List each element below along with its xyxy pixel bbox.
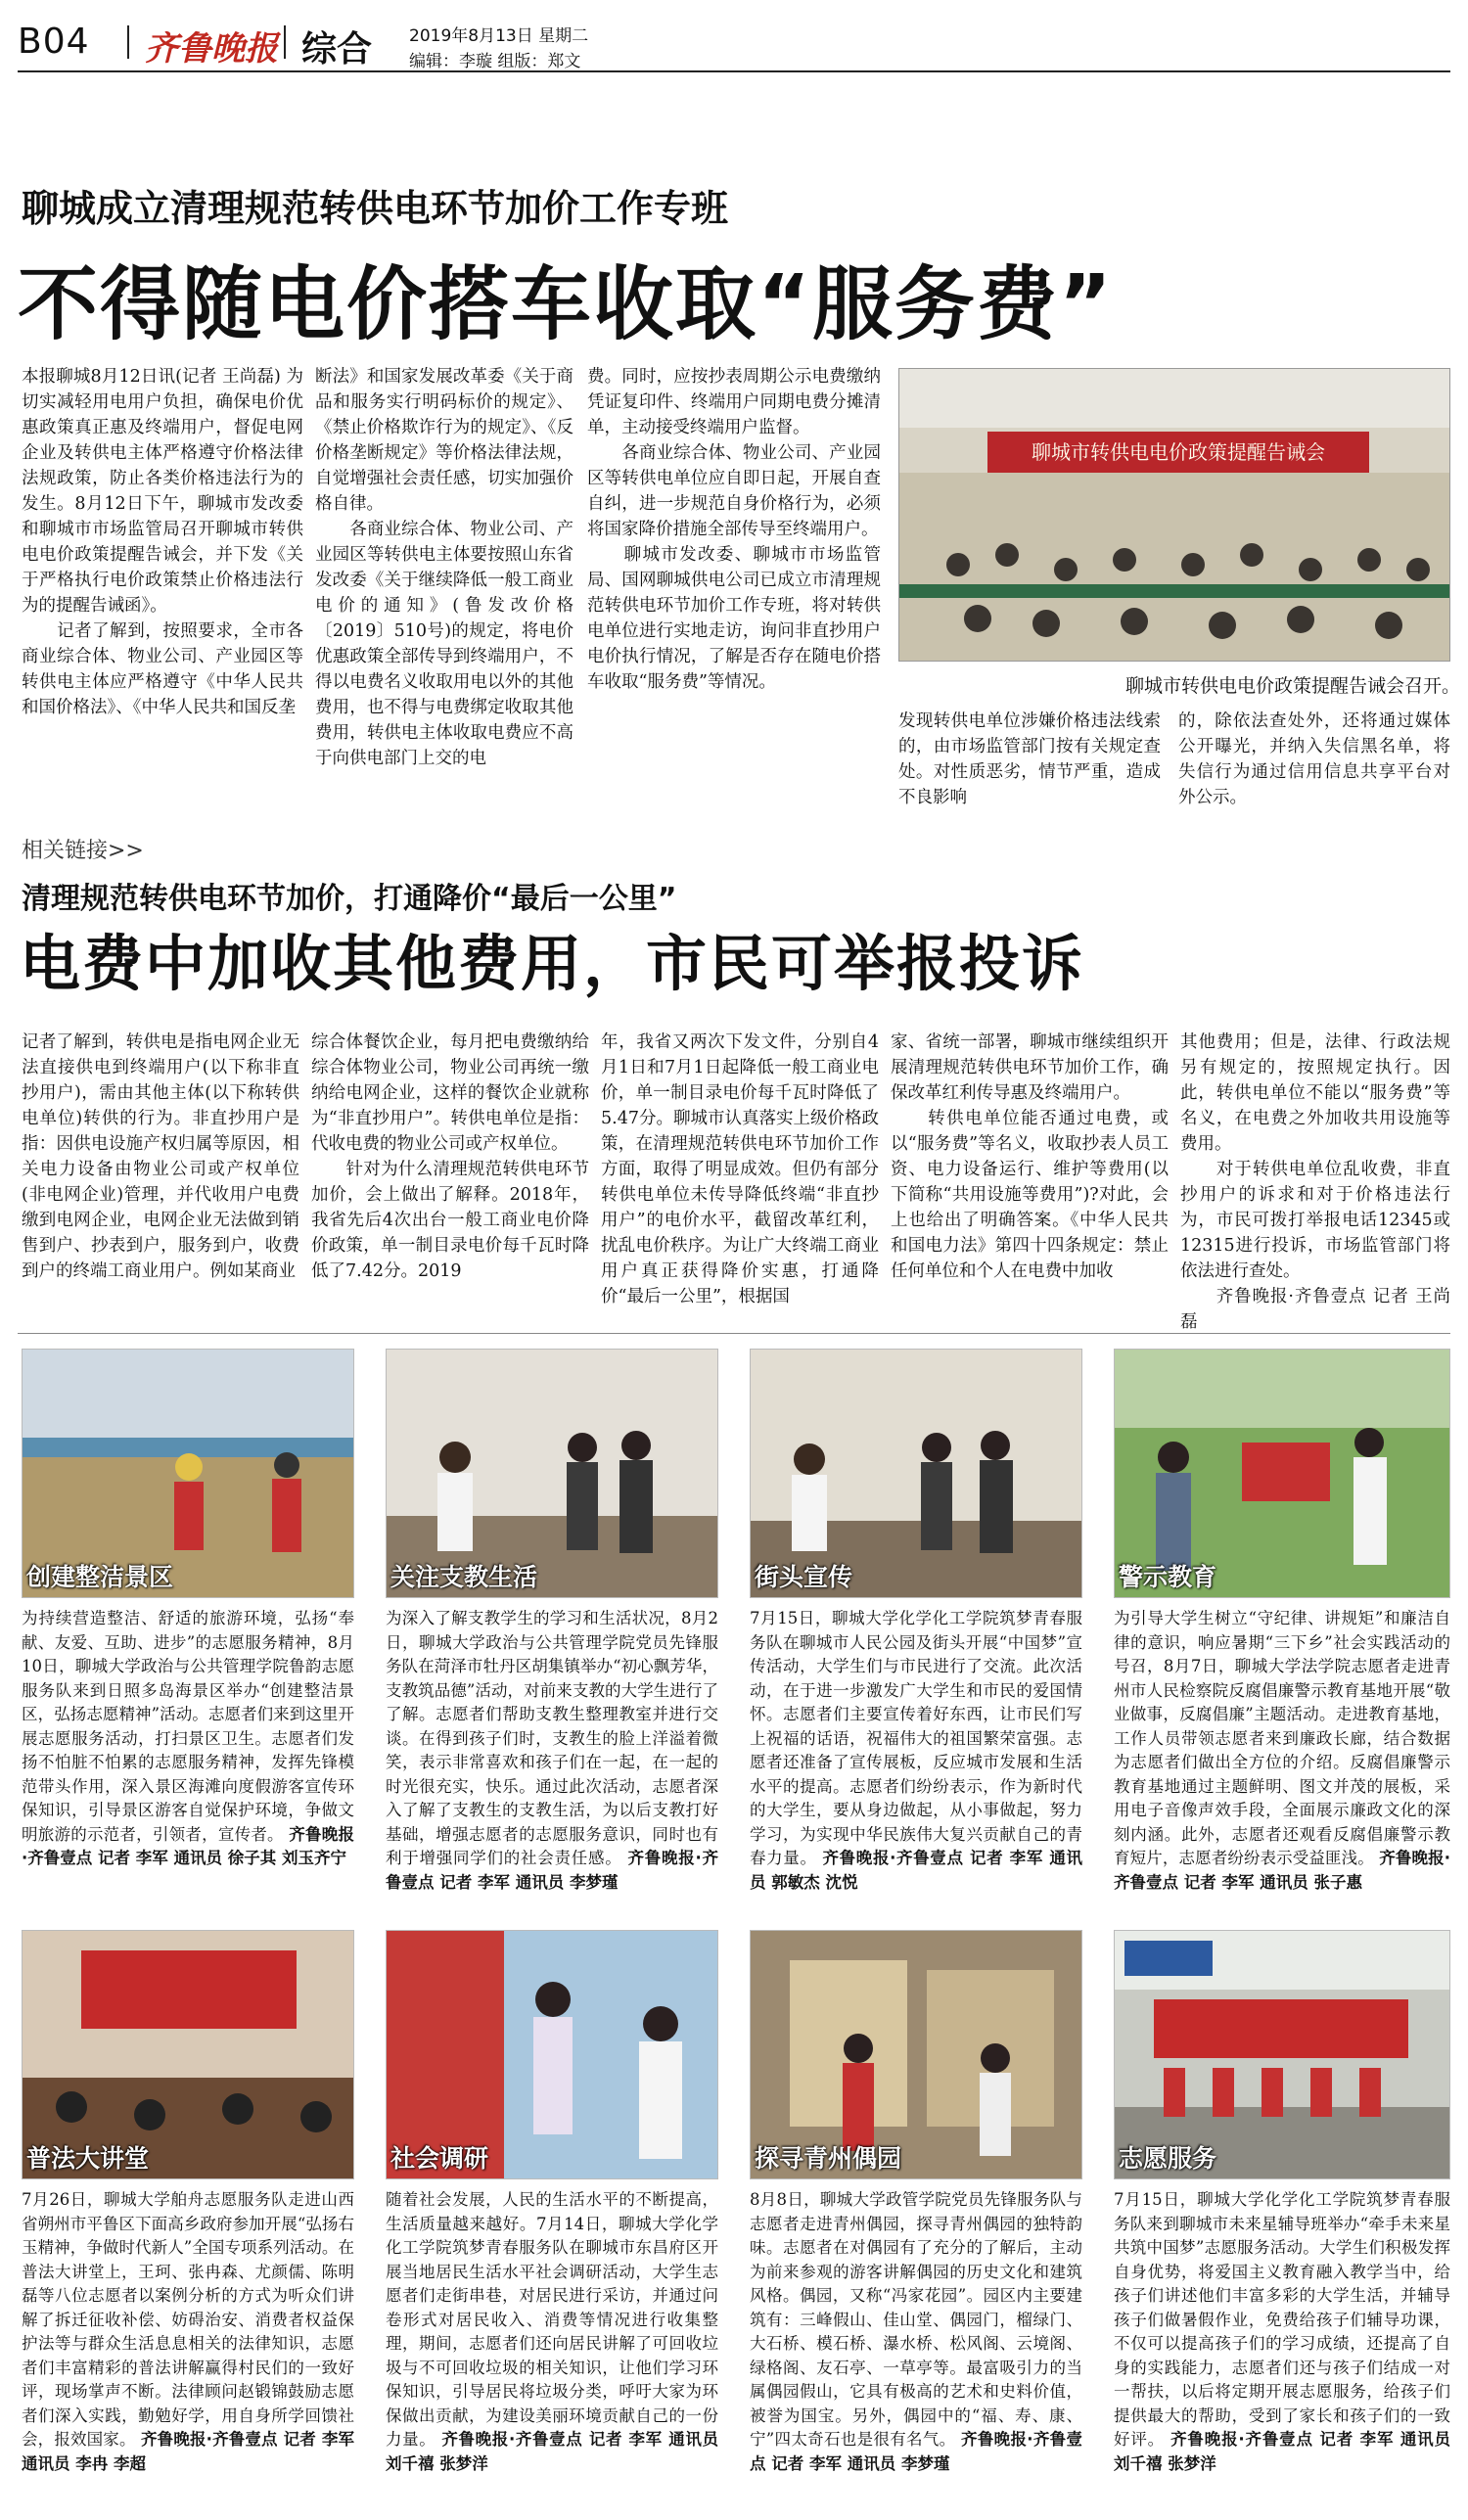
card-text-1 — [22, 1607, 354, 1871]
card-tag: 街头宣传 — [755, 1563, 853, 1591]
lead-headline: 不得随电价搭车收取“服务费” — [18, 258, 1114, 351]
editor-credits: 编辑：李璇 组版：郑文 — [409, 52, 581, 71]
issue-date: 2019年8月13日 星期二 — [409, 26, 589, 46]
card-photo-5 — [22, 1930, 354, 2179]
card-body: 7月26日，聊城大学舶舟志愿服务队走进山西省朔州市平鲁区下面高乡政府参加开展“弘扬右玉精神，争做时代新人”全国专项系列活动。在普法大讲堂上，王珂、张冉森、尤颜儒、陈明磊等八位志愿者以案例分析的方式为听众们讲解了拆迁征收补偿、妨碍治安、消费者权益保护法等与群众生活息息相关的法律知识，志愿者们丰富精彩的普法讲解赢得村民们的一致好评，现场掌声不断。法律顾问赵锻锦鼓励志愿者们深入实践，勤勉好学，用自身所学回馈社会，报效国家。 — [22, 2190, 354, 2449]
card-byline: 齐鲁晚报·齐鲁壹点 记者 李军 通讯员 李梦瑾 — [386, 1849, 718, 1892]
card-tag: 警示教育 — [1119, 1563, 1217, 1591]
page-header — [18, 14, 1450, 72]
newspaper-logo: 齐鲁晚报 — [145, 29, 278, 69]
card-tag: 关注支教生活 — [390, 1563, 538, 1591]
related-headline: 电费中加收其他费用，市民可举报投诉 — [20, 928, 1085, 999]
section-name: 综合 — [301, 29, 373, 69]
card-photo-4 — [1114, 1349, 1450, 1598]
card-text-8 — [1114, 2188, 1450, 2476]
card-photo-2 — [386, 1349, 718, 1598]
card-tag: 社会调研 — [390, 2144, 489, 2173]
card-body: 随着社会发展，人民的生活水平的不断提高，生活质量越来越好。7月14日，聊城大学化学化工学院筑梦青春服务队在聊城市东昌府区开展当地居民生活水平社会调研活动，大学生志愿者们走街串巷，对居民进行采访，并通过问卷形式对居民收入、消费等情况进行收集整理，期间，志愿者们还向居民讲解了可回收垃圾与不可回收垃圾的相关知识，让他们学习环保知识，引导居民将垃圾分类，呼吁大家为环保做出贡献，为建设美丽环境贡献自己的一份力量。 — [386, 2190, 718, 2449]
related-links-label: 相关链接>> — [22, 839, 144, 863]
card-body: 8月8日，聊城大学政管学院党员先锋服务队与志愿者走进青州偶园，探寻青州偶园的独特韵味。志愿者在对偶园有了充分的了解后，主动为前来参观的游客讲解偶园的历史文化和建筑风格。偶园，又称“冯家花园”。园区内主要建筑有：三峰假山、佳山堂、偶园门，榴绿门、大石桥、模石桥、瀑水桥、松风阁、云境阁、绿格阁、友石亭、一草亭等。最富吸引力的当属偶园假山，它具有极高的艺术和史料价值，被誉为国宝。另外，偶园中的“福、寿、康、宁”四太奇石也是很有名气。 — [750, 2190, 1082, 2449]
lead-kicker: 聊城成立清理规范转供电环节加价工作专班 — [22, 187, 729, 230]
header-divider — [127, 25, 129, 59]
card-byline: 齐鲁晚报·齐鲁壹点 记者 李军 通讯员 刘千禧 张梦洋 — [1114, 2430, 1450, 2473]
lead-column-4: 发现转供电单位涉嫌价格违法线索的，由市场监管部门按有关规定查处。对性质恶劣，情节严重，造成不良影响 — [898, 711, 1161, 807]
header-divider — [284, 25, 286, 59]
card-photo-7 — [750, 1930, 1082, 2179]
card-byline: 齐鲁晚报·齐鲁壹点 记者 李军 通讯员 张子惠 — [1114, 1849, 1451, 1892]
lead-column-2: 断法》和国家发展改革委《关于商品和服务实行明码标价的规定》、《禁止价格欺诈行为的规定》、《反价格垄断规定》等价格法律法规，自觉增强社会责任感，切实加强价格自律。 各商业综合体、物业公司、产业园区等转供电主体要按照山东省发改委《关于继续降低一般工商业电价的通知》(鲁发改价格〔2019〕510号)的规定，将电价优惠政策全部传导到终端用户，不得以电费名义收取用电以外的其他费用，也不得与电费绑定收取其他费用，转供电主体收取电费应不高于向供电部门上交的电 — [315, 367, 573, 768]
card-text-2 — [386, 1607, 718, 1895]
card-byline: 齐鲁晚报·齐鲁壹点 记者 李军 通讯员 郭敏杰 沈悦 — [750, 1849, 1083, 1892]
related-column-5: 其他费用；但是，法律、行政法规另有规定的，按照规定执行。因此，转供电单位不能以“服务费”等名义，在电费之外加收共用设施等费用。 对于转供电单位乱收费，非直抄用户的诉求和对于价格违法行为，市民可拨打举报电话12345或12315进行投诉，市场监管部门将依法进行查处。 齐鲁晚报·齐鲁壹点 记者 王尚磊 — [1180, 1032, 1450, 1332]
related-kicker: 清理规范转供电环节加价，打通降价“最后一公里” — [22, 882, 677, 916]
card-tag: 创建整洁景区 — [26, 1563, 174, 1591]
related-column-3: 年，我省又两次下发文件，分别自4月1日和7月1日起降低一般工商业电价，单一制目录电价每千瓦时降低了5.47分。聊城市认真落实上级价格政策，在清理规范转供电环节加价工作方面，取得了明显成效。但仍有部分转供电单位未传导降低终端“非直抄用户”的电价水平，截留改革红利，扰乱电价秩序。为让广大终端工商业用户真正获得降价实惠，打通降价“最后一公里”，根据国 — [601, 1032, 879, 1306]
meeting-banner-text: 聊城市转供电电价政策提醒告诫会 — [1032, 440, 1325, 464]
card-photo-8 — [1114, 1930, 1450, 2179]
card-text-4 — [1114, 1607, 1450, 1895]
card-photo-1 — [22, 1349, 354, 1598]
card-body: 为引导大学生树立“守纪律、讲规矩”和廉洁自律的意识，响应暑期“三下乡”社会实践活动的号召，8月7日，聊城大学法学院志愿者走进青州市人民检察院反腐倡廉警示教育基地开展“敬业做事，反腐倡廉”主题活动。走进教育基地，工作人员带领志愿者来到廉政长廊，结合数据为志愿者们做出全方位的介绍。反腐倡廉警示教育基地通过主题鲜明、图文并茂的展板，采用电子音像声效手段，全面展示廉政文化的深刻内涵。此外，志愿者还观看反腐倡廉警示教育短片，志愿者纷纷表示受益匪浅。 — [1114, 1609, 1450, 1867]
card-text-5 — [22, 2188, 354, 2476]
lead-column-3: 费。同时，应按抄表周期公示电费缴纳凭证复印件、终端用户同期电费分摊清单，主动接受终端用户监督。 各商业综合体、物业公司、产业园区等转供电单位应自即日起，开展自查自纠，进一步规范自身价格行为，必须将国家降价措施全部传导至终端用户。 聊城市发改委、聊城市市场监管局、国网聊城供电公司已成立市清理规范转供电环节加价工作专班，将对转供电单位进行实地走访，询问非直抄用户电价执行情况，了解是否存在随电价搭车收取“服务费”等情况。 — [587, 367, 881, 692]
card-byline: 齐鲁晚报·齐鲁壹点 记者 李军 通讯员 李梦瑾 — [750, 2430, 1082, 2473]
lead-column-5: 的，除依法查处外，还将通过媒体公开曝光，并纳入失信黑名单，将失信行为通过信用信息共享平台对外公示。 — [1178, 711, 1450, 807]
card-body: 为持续营造整洁、舒适的旅游环境，弘扬“奉献、友爱、互助、进步”的志愿服务精神，8月10日，聊城大学政治与公共管理学院鲁韵志愿服务队来到日照多岛海景区举办“创建整洁景区，弘扬志愿精神”活动。志愿者们来到这里开展志愿服务活动，打扫景区卫生。志愿者们发扬不怕脏不怕累的志愿服务精神，发挥先锋模范带头作用，深入景区海滩向度假游客宣传环保知识，引导景区游客自觉保护环境，争做文明旅游的示范者，引领者，宣传者。 — [22, 1609, 354, 1844]
lead-column-1: 本报聊城8月12日讯(记者 王尚磊) 为切实减轻用电用户负担，确保电价优惠政策真正惠及终端用户，督促电网企业及转供电主体严格遵守价格法律法规政策，防止各类价格违法行为的发生。8月12日下午，聊城市发改委和聊城市市场监管局召开聊城市转供电电价政策提醒告诫会，并下发《关于严格执行电价政策禁止价格违法行为的提醒告诫函》。 记者了解到，按照要求，全市各商业综合体、物业公司、产业园区等转供电主体应严格遵守《中华人民共和国价格法》、《中华人民共和国反垄 — [22, 367, 303, 717]
related-column-2: 综合体餐饮企业，每月把电费缴纳给综合体物业公司，物业公司再统一缴纳给电网企业，这样的餐饮企业就称为“非直抄用户”。转供电单位是指：代收电费的物业公司或产权单位。 针对为什么清理规范转供电环节加价，会上做出了解释。2018年，我省先后4次出台一般工商业电价降价政策，单一制目录电价每千瓦时降低了7.42分。2019 — [311, 1032, 589, 1281]
card-tag: 志愿服务 — [1119, 2144, 1217, 2173]
card-tag: 普法大讲堂 — [26, 2144, 150, 2173]
card-body: 为深入了解支教学生的学习和生活状况，8月2日，聊城大学政治与公共管理学院党员先锋服务队在菏泽市牡丹区胡集镇举办“初心飘芳华，支教筑品德”活动，对前来支教的大学生进行了了解。志愿者们帮助支教生整理教室并进行交谈。在得到孩子们时，支教生的脸上洋溢着微笑，表示非常喜欢和孩子们在一起，在一起的时光很充实，快乐。通过此次活动，志愿者深入了解了支教生的支教生活，为以后支教打好基础，增强志愿者的志愿服务意识，同时也有利于增强同学们的社会责任感。 — [386, 1609, 718, 1867]
related-column-4: 家、省统一部署，聊城市继续组织开展清理规范转供电环节加价工作，确保改革红利传导惠及终端用户。 转供电单位能否通过电费，或以“服务费”等名义，收取抄表人员工资、电力设备运行、维护等费用(以下简称“共用设施等费用”)?对此，会上也给出了明确答案。《中华人民共和国电力法》第四十四条规定：禁止任何单位和个人在电费中加收 — [891, 1032, 1169, 1281]
card-tag: 探寻青州偶园 — [755, 2144, 902, 2173]
section-divider — [18, 1333, 1450, 1334]
card-body: 7月15日，聊城大学化学化工学院筑梦青春服务队在聊城市人民公园及街头开展“中国梦”宣传活动，大学生们与市民进行了交流。此次活动，在于进一步激发广大学生和市民的爱国情怀。志愿者们主要宣传着好东西，让市民们写上祝福的话语，祝福伟大的祖国繁荣富强。志愿者还准备了宣传展板，反应城市发展和生活水平的提高。志愿者们纷纷表示，作为新时代的大学生，要从身边做起，从小事做起，努力学习，为实现中华民族伟大复兴贡献自己的青春力量。 — [750, 1609, 1082, 1867]
card-byline: 齐鲁晚报·齐鲁壹点 记者 李军 通讯员 李冉 李超 — [22, 2430, 354, 2473]
meeting-photo-caption: 聊城市转供电电价政策提醒告诫会召开。 — [1125, 675, 1461, 697]
card-byline: 齐鲁晚报·齐鲁壹点 记者 李军 通讯员 徐子其 刘玉齐宁 — [22, 1824, 355, 1867]
card-photo-3 — [750, 1349, 1082, 1598]
related-column-1: 记者了解到，转供电是指电网企业无法直接供电到终端用户(以下称非直抄用户)，需由其他主体(以下称转供电单位)转供的行为。非直抄用户是指：因供电设施产权归属等原因，相关电力设备由物业公司或产权单位(非电网企业)管理，并代收用户电费缴到电网企业，电网企业无法做到销售到户、抄表到户，服务到户，收费到户的终端工商业用户。例如某商业 — [22, 1032, 299, 1281]
page-number: B04 — [18, 22, 90, 62]
card-text-7 — [750, 2188, 1082, 2476]
card-text-6 — [386, 2188, 718, 2476]
card-body: 7月15日，聊城大学化学化工学院筑梦青春服务队来到聊城市未来星辅导班举办“牵手未来星 共筑中国梦”志愿服务活动。大学生们积极发挥自身优势，将爱国主义教育融入教学当中，给孩子们讲述他们丰富多彩的大学生活，并辅导孩子们做暑假作业，免费给孩子们辅导功课，不仅可以提高孩子们的学习成绩，还提高了自身的实践能力，志愿者们还与孩子们结成一对一帮扶，以后将定期开展志愿服务，给孩子们提供最大的帮助，受到了家长和孩子们的一致好评。 — [1114, 2190, 1450, 2449]
meeting-photo — [898, 368, 1450, 662]
card-photo-6 — [386, 1930, 718, 2179]
card-text-3 — [750, 1607, 1082, 1895]
card-byline: 齐鲁晚报·齐鲁壹点 记者 李军 通讯员 刘千禧 张梦洋 — [386, 2430, 719, 2473]
